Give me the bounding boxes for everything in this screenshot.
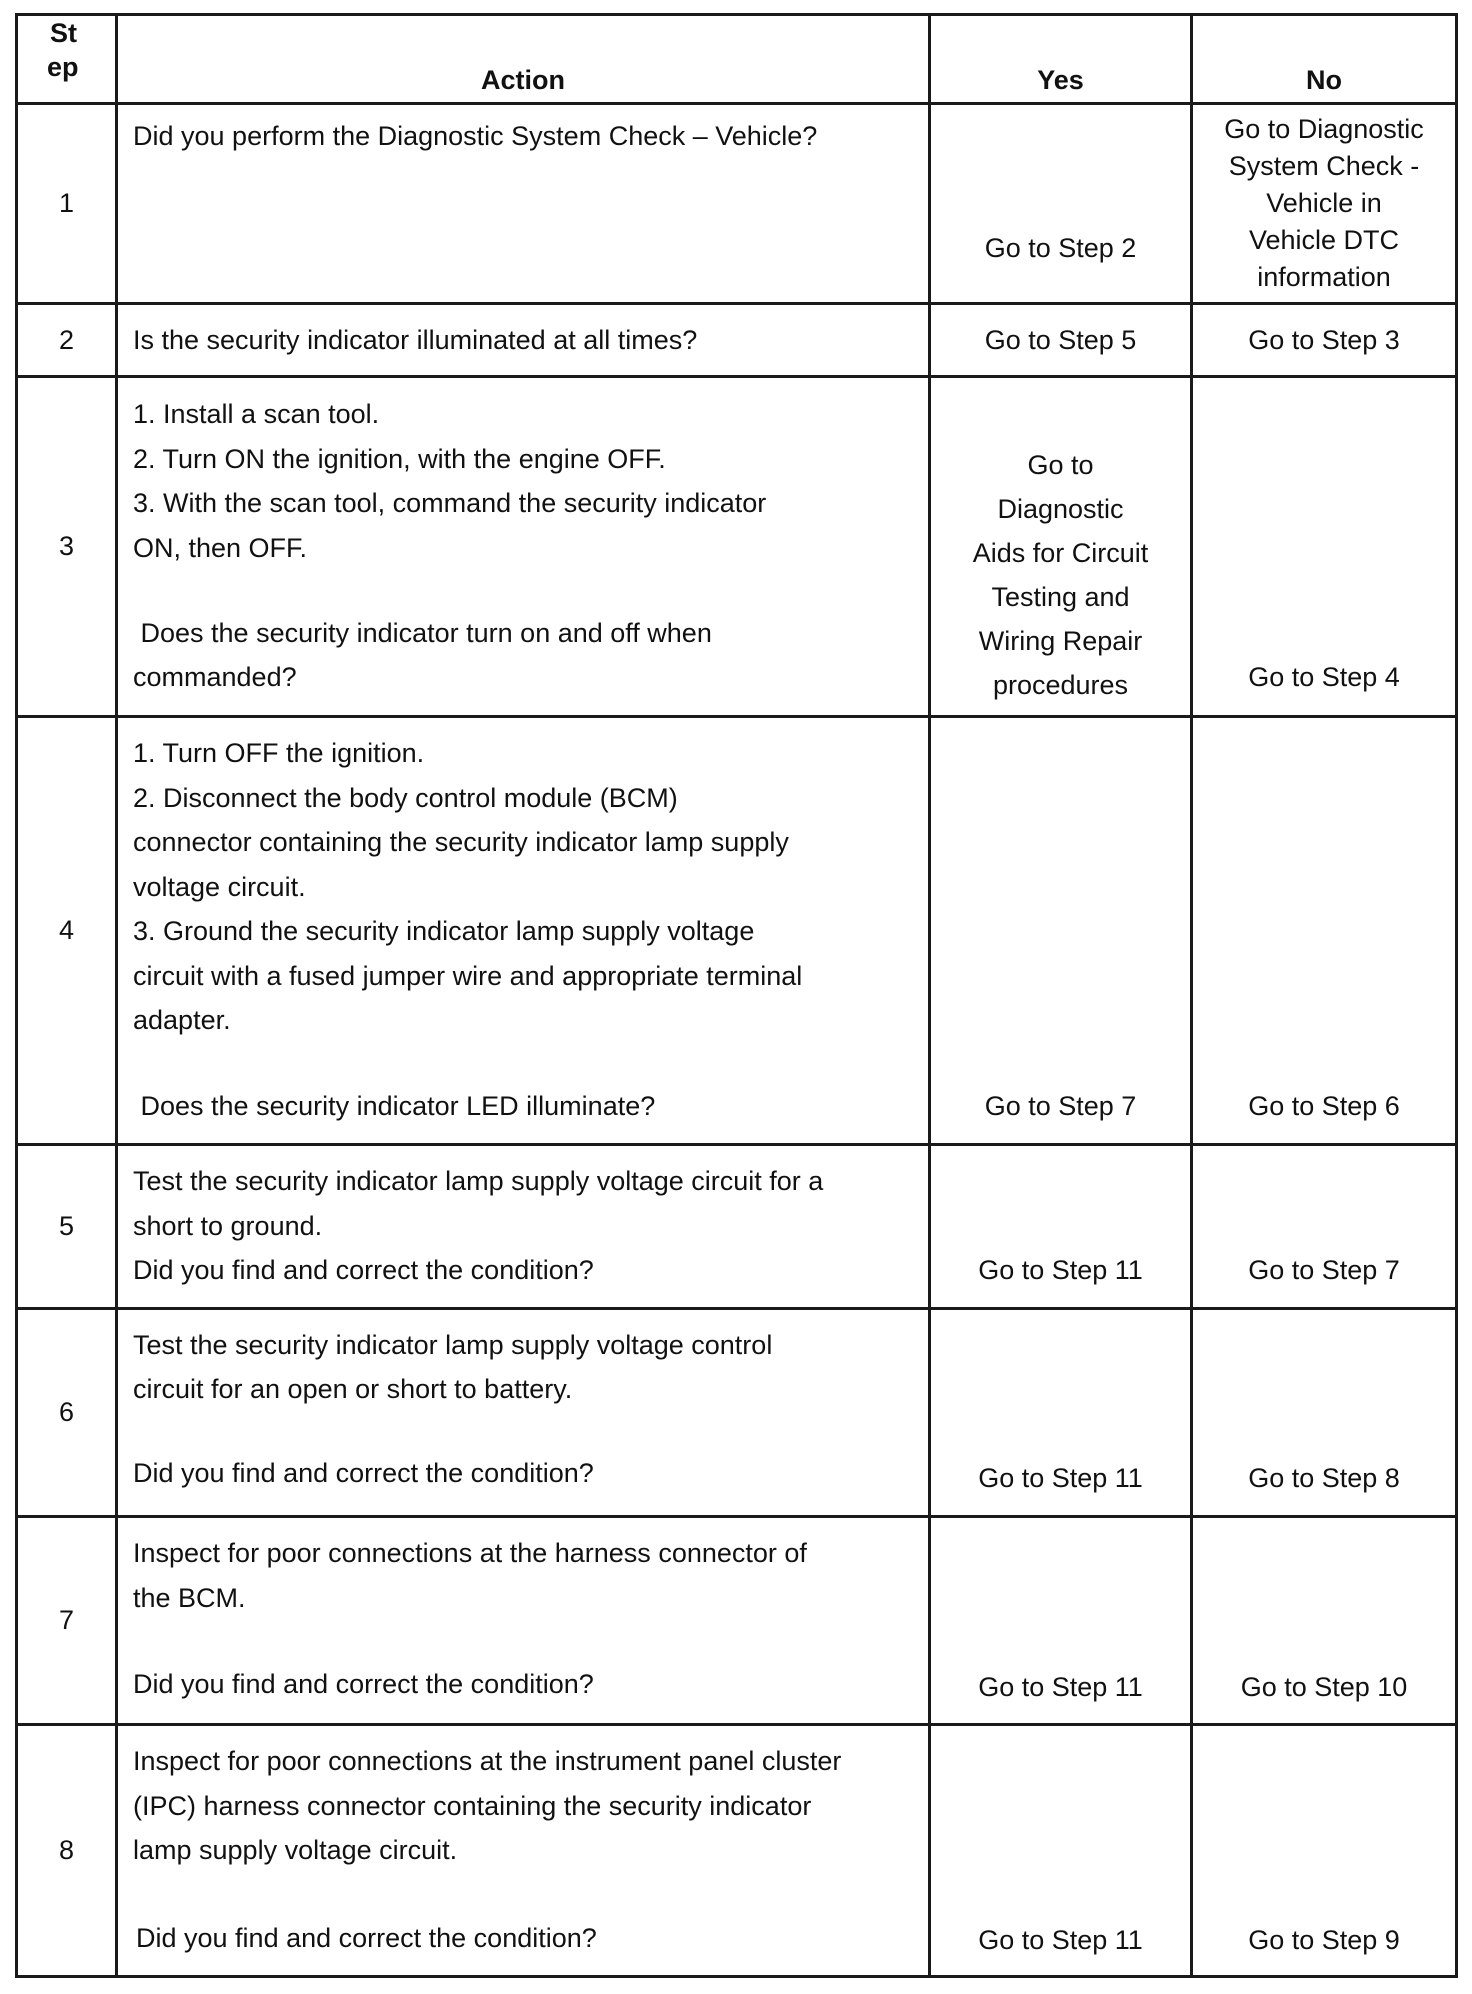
action-line: Test the security indicator lamp supply voltage circuit for a (133, 1166, 824, 1196)
no-line: Vehicle DTC (1248, 225, 1400, 255)
action-line: circuit with a fused jumper wire and appropriate terminal (133, 961, 803, 991)
step-number: 4 (17, 717, 117, 1145)
action-question: Does the security indicator LED illuminate? (133, 1091, 656, 1121)
step-number: 3 (17, 377, 117, 717)
step-number: 7 (17, 1517, 117, 1725)
action-cell (117, 1517, 930, 1725)
action-cell (117, 1145, 930, 1309)
table-row (17, 304, 1457, 377)
yes-cell (930, 377, 1192, 717)
action-line: Is the security indicator illuminated at all times? (133, 325, 698, 355)
no-line: System Check - (1228, 151, 1420, 181)
action-line: circuit for an open or short to battery. (133, 1374, 573, 1404)
no-line: Vehicle in (1266, 188, 1382, 218)
action-cell (117, 1309, 930, 1517)
diagnostic-table (15, 13, 1458, 1978)
yes-cell (930, 1309, 1192, 1517)
header-yes-label: Yes (1037, 65, 1084, 95)
action-line: (IPC) harness connector containing the security indicator (133, 1791, 812, 1821)
yes-link[interactable]: Go to Step 11 (978, 1672, 1143, 1702)
no-link[interactable]: Go to Step 9 (1248, 1925, 1400, 1955)
action-line: adapter. (133, 1005, 231, 1035)
table-row (17, 717, 1457, 1145)
action-line: 2. Disconnect the body control module (BCM) (133, 783, 678, 813)
action-question: Did you find and correct the condition? (133, 1669, 594, 1699)
action-question: Does the security indicator turn on and off when (133, 618, 712, 648)
yes-line: Go to (1027, 450, 1094, 480)
action-line: Did you perform the Diagnostic System Check – Vehicle? (133, 121, 818, 151)
yes-line: Aids for Circuit (972, 538, 1149, 568)
no-cell (1192, 304, 1457, 377)
yes-link[interactable]: Go to Step 11 (978, 1255, 1143, 1285)
no-link[interactable]: Go to Step 6 (1248, 1091, 1400, 1121)
yes-cell (930, 104, 1192, 304)
header-step-bottom: ep (47, 52, 79, 82)
header-no-label: No (1306, 65, 1342, 95)
yes-cell (930, 1725, 1192, 1977)
header-action (117, 15, 930, 104)
action-line: the BCM. (133, 1583, 246, 1613)
no-line: Go to Diagnostic (1224, 114, 1424, 144)
no-link[interactable]: Go to Step 3 (1248, 325, 1400, 355)
step-number: 2 (17, 304, 117, 377)
action-cell (117, 104, 930, 304)
yes-link[interactable]: Go to Step 11 (978, 1925, 1143, 1955)
yes-line: procedures (992, 670, 1129, 700)
action-line: 1. Turn OFF the ignition. (133, 738, 425, 768)
header-action-label: Action (481, 65, 565, 95)
no-link[interactable]: Go to Step 10 (1240, 1672, 1408, 1702)
step-number: 1 (17, 104, 117, 304)
no-line: information (1257, 262, 1391, 292)
action-cell (117, 377, 930, 717)
header-row (17, 15, 1457, 104)
step-number: 8 (17, 1725, 117, 1977)
table-row (17, 1725, 1457, 1977)
yes-link[interactable]: Go to Step 2 (984, 233, 1137, 263)
table-row (17, 377, 1457, 717)
action-question: Did you find and correct the condition? (133, 1458, 594, 1488)
no-link[interactable]: Go to Step 7 (1248, 1255, 1400, 1285)
no-link[interactable]: Go to Step 4 (1248, 662, 1400, 692)
no-cell (1192, 717, 1457, 1145)
action-cell (117, 717, 930, 1145)
action-line: ON, then OFF. (133, 533, 308, 563)
action-line: 3. Ground the security indicator lamp supply voltage (133, 916, 755, 946)
no-cell (1192, 1725, 1457, 1977)
table-row (17, 1145, 1457, 1309)
yes-line: Wiring Repair (978, 626, 1143, 656)
action-cell (117, 1725, 930, 1977)
action-line: connector containing the security indicator lamp supply (133, 827, 789, 857)
action-line: short to ground. (133, 1211, 323, 1241)
no-cell (1192, 104, 1457, 304)
header-no (1192, 15, 1457, 104)
no-link[interactable]: Go to Step 8 (1248, 1463, 1400, 1493)
header-step-top: St (50, 18, 77, 48)
action-question: commanded? (133, 662, 297, 692)
no-cell (1192, 1309, 1457, 1517)
yes-cell (930, 1145, 1192, 1309)
action-line: 2. Turn ON the ignition, with the engine OFF. (133, 444, 666, 474)
yes-cell (930, 717, 1192, 1145)
no-cell (1192, 1145, 1457, 1309)
yes-link[interactable]: Go to Step 5 (984, 325, 1137, 355)
action-line: 3. With the scan tool, command the security indicator (133, 488, 767, 518)
table-row (17, 104, 1457, 304)
no-cell (1192, 377, 1457, 717)
no-link[interactable] (1193, 111, 1455, 296)
action-line: voltage circuit. (133, 872, 306, 902)
yes-line: Diagnostic (997, 494, 1124, 524)
no-cell (1192, 1517, 1457, 1725)
yes-cell (930, 304, 1192, 377)
table-row (17, 1517, 1457, 1725)
yes-line: Testing and (991, 582, 1130, 612)
action-line: Test the security indicator lamp supply voltage control (133, 1330, 773, 1360)
header-yes (930, 15, 1192, 104)
table-row (17, 1309, 1457, 1517)
yes-link[interactable]: Go to Step 11 (978, 1463, 1143, 1493)
action-question: Did you find and correct the condition? (133, 1255, 594, 1285)
action-line: Inspect for poor connections at the harness connector of (133, 1538, 807, 1568)
action-line: Inspect for poor connections at the instrument panel cluster (133, 1746, 842, 1776)
yes-link[interactable] (931, 443, 1190, 707)
action-question: Did you find and correct the condition? (136, 1923, 597, 1953)
step-number: 5 (17, 1145, 117, 1309)
action-cell (117, 304, 930, 377)
yes-cell (930, 1517, 1192, 1725)
action-line: lamp supply voltage circuit. (133, 1835, 458, 1865)
yes-link[interactable]: Go to Step 7 (984, 1091, 1137, 1121)
step-number: 6 (17, 1309, 117, 1517)
header-step (17, 15, 117, 104)
action-line: 1. Install a scan tool. (133, 399, 380, 429)
